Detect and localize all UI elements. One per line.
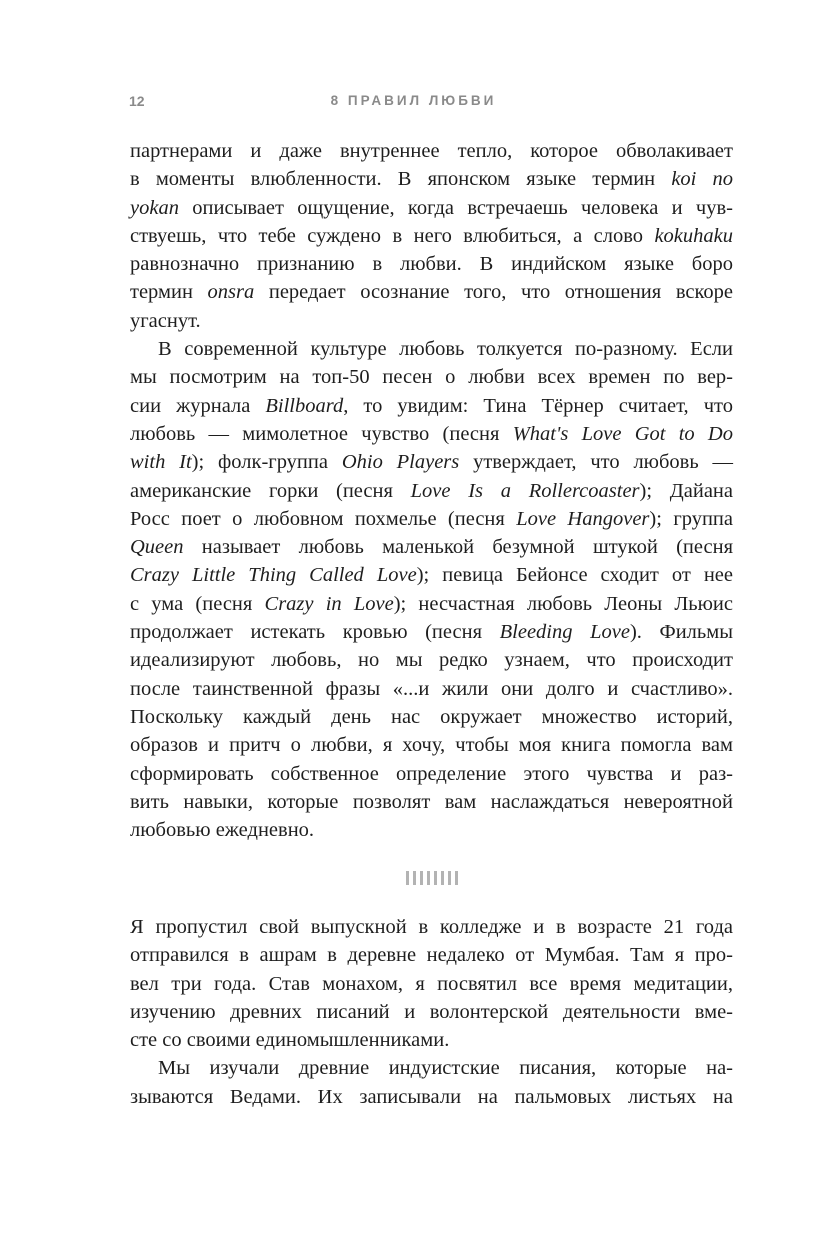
text-run: В современной культуре любовь толкуется по-разному. Если <box>158 338 733 361</box>
text-line <box>130 1054 733 1082</box>
text-line <box>130 760 733 788</box>
text-line <box>130 137 733 165</box>
text-run: мы посмотрим на топ-50 песен о любви всех времен по вер- <box>130 366 733 389</box>
text-line <box>130 335 733 363</box>
text-line <box>130 392 733 420</box>
italic-title: with It <box>130 451 192 474</box>
text-line <box>130 788 733 816</box>
text-run: Росс поет о любовном похмелье (песня <box>130 507 517 530</box>
text-run: описывает ощущение, когда встречаешь человека и чув- <box>178 196 733 219</box>
text-line <box>130 941 733 969</box>
text-run: вел три года. Став монахом, я посвятил все время медитации, <box>130 972 733 995</box>
text-run: в моменты влюбленности. В японском языке термин <box>130 168 672 191</box>
text-line <box>130 913 733 941</box>
italic-title: Bleeding Love <box>499 621 630 644</box>
text-run: Мы изучали древние индуистские писания, которые на- <box>158 1057 733 1080</box>
text-line <box>130 1026 733 1054</box>
text-run: ); несчастная любовь Леоны Льюис <box>393 592 733 615</box>
text-run: Я пропустил свой выпускной в колледже и в возрасте 21 года <box>130 916 733 938</box>
text-line <box>130 477 733 505</box>
text-run: ); группа <box>649 507 733 530</box>
italic-title: Queen <box>130 536 184 559</box>
running-title: 8 ПРАВИЛ ЛЮБВИ <box>330 93 497 108</box>
text-line <box>130 505 733 533</box>
text-run: сформировать собственное определение этого чувства и раз- <box>130 762 733 785</box>
text-line <box>130 675 733 703</box>
text-line <box>130 618 733 646</box>
text-line <box>130 998 733 1026</box>
text-run: термин <box>130 281 208 304</box>
text-run: сии журнала <box>130 394 266 417</box>
text-section-2 <box>130 913 733 1111</box>
text-run: продолжает истекать кровью (песня <box>130 621 500 644</box>
text-run: зываются Ведами. Их записывали на пальмовых листьях на <box>130 1085 733 1108</box>
text-run: ). Фильмы <box>629 621 734 644</box>
text-run: ствуешь, что тебе суждено в него влюбиться, а слово <box>130 224 655 247</box>
italic-title: koi no <box>671 168 734 191</box>
text-line <box>130 420 733 448</box>
text-line <box>130 731 733 759</box>
text-run: передает осознание того, что отношения вскоре <box>254 281 733 304</box>
page-number: 12 <box>129 93 145 109</box>
text-run: равнозначно признанию в любви. В индийском языке боро <box>130 253 733 276</box>
text-run: называет любовь маленькой безумной штукой (песня <box>183 536 733 559</box>
text-line <box>130 194 733 222</box>
text-run: с ума (песня <box>130 592 265 615</box>
italic-title: Love Hangover <box>516 507 650 530</box>
text-run: любовь — мимолетное чувство (песня <box>130 422 513 445</box>
text-run: любовью ежедневно. <box>130 819 315 842</box>
text-section-1 <box>130 137 733 844</box>
text-line <box>130 1083 733 1111</box>
text-run: утверждает, что любовь — <box>459 451 734 474</box>
text-line <box>130 165 733 193</box>
italic-title: Billboard <box>265 394 344 417</box>
text-run: Поскольку каждый день нас окружает множество историй, <box>130 705 733 728</box>
text-run: отправился в ашрам в деревне недалеко от Мумбая. Там я про- <box>130 944 733 967</box>
text-line <box>130 307 733 335</box>
italic-title: Love Is a Rollercoaster <box>410 479 640 502</box>
text-line <box>130 590 733 618</box>
text-run: партнерами и даже внутреннее тепло, которое обволакивает <box>130 140 733 162</box>
text-run: идеализируют любовь, но мы редко узнаем, что происходит <box>130 649 733 672</box>
italic-title: yokan <box>130 196 179 219</box>
text-run: американские горки (песня <box>130 479 411 502</box>
text-line <box>130 448 733 476</box>
text-line <box>130 646 733 674</box>
italic-title: kokuhaku <box>654 224 733 247</box>
text-run: ); певица Бейонсе сходит от нее <box>416 564 734 587</box>
text-run: вить навыки, которые позволят вам наслаждаться невероятной <box>130 790 733 813</box>
section-separator-ornament <box>406 871 458 885</box>
italic-title: onsra <box>207 281 255 304</box>
text-run: образов и притч о любви, я хочу, чтобы моя книга помогла вам <box>130 734 733 757</box>
text-line <box>130 250 733 278</box>
text-run: , то увидим: Тина Тёрнер считает, что <box>343 394 733 417</box>
text-line <box>130 222 733 250</box>
text-line <box>130 703 733 731</box>
italic-title: Crazy Little Thing Called Love <box>130 564 417 587</box>
text-line <box>130 816 733 844</box>
text-line <box>130 561 733 589</box>
italic-title: Crazy in Love <box>264 592 394 615</box>
text-run: сте со своими единомышленниками. <box>130 1029 450 1052</box>
text-run: угаснут. <box>130 309 201 332</box>
text-line <box>130 363 733 391</box>
text-line <box>130 533 733 561</box>
italic-title: What's Love Got to Do <box>512 422 733 445</box>
italic-title: Ohio Players <box>341 451 460 474</box>
text-line <box>130 278 733 306</box>
text-run: после таинственной фразы «...и жили они долго и счастливо». <box>130 677 733 700</box>
text-run: ); фолк-группа <box>191 451 342 474</box>
text-run: ); Дайана <box>639 479 733 502</box>
text-run: изучению древних писаний и волонтерской деятельности вме- <box>130 1000 733 1023</box>
text-line <box>130 970 733 998</box>
